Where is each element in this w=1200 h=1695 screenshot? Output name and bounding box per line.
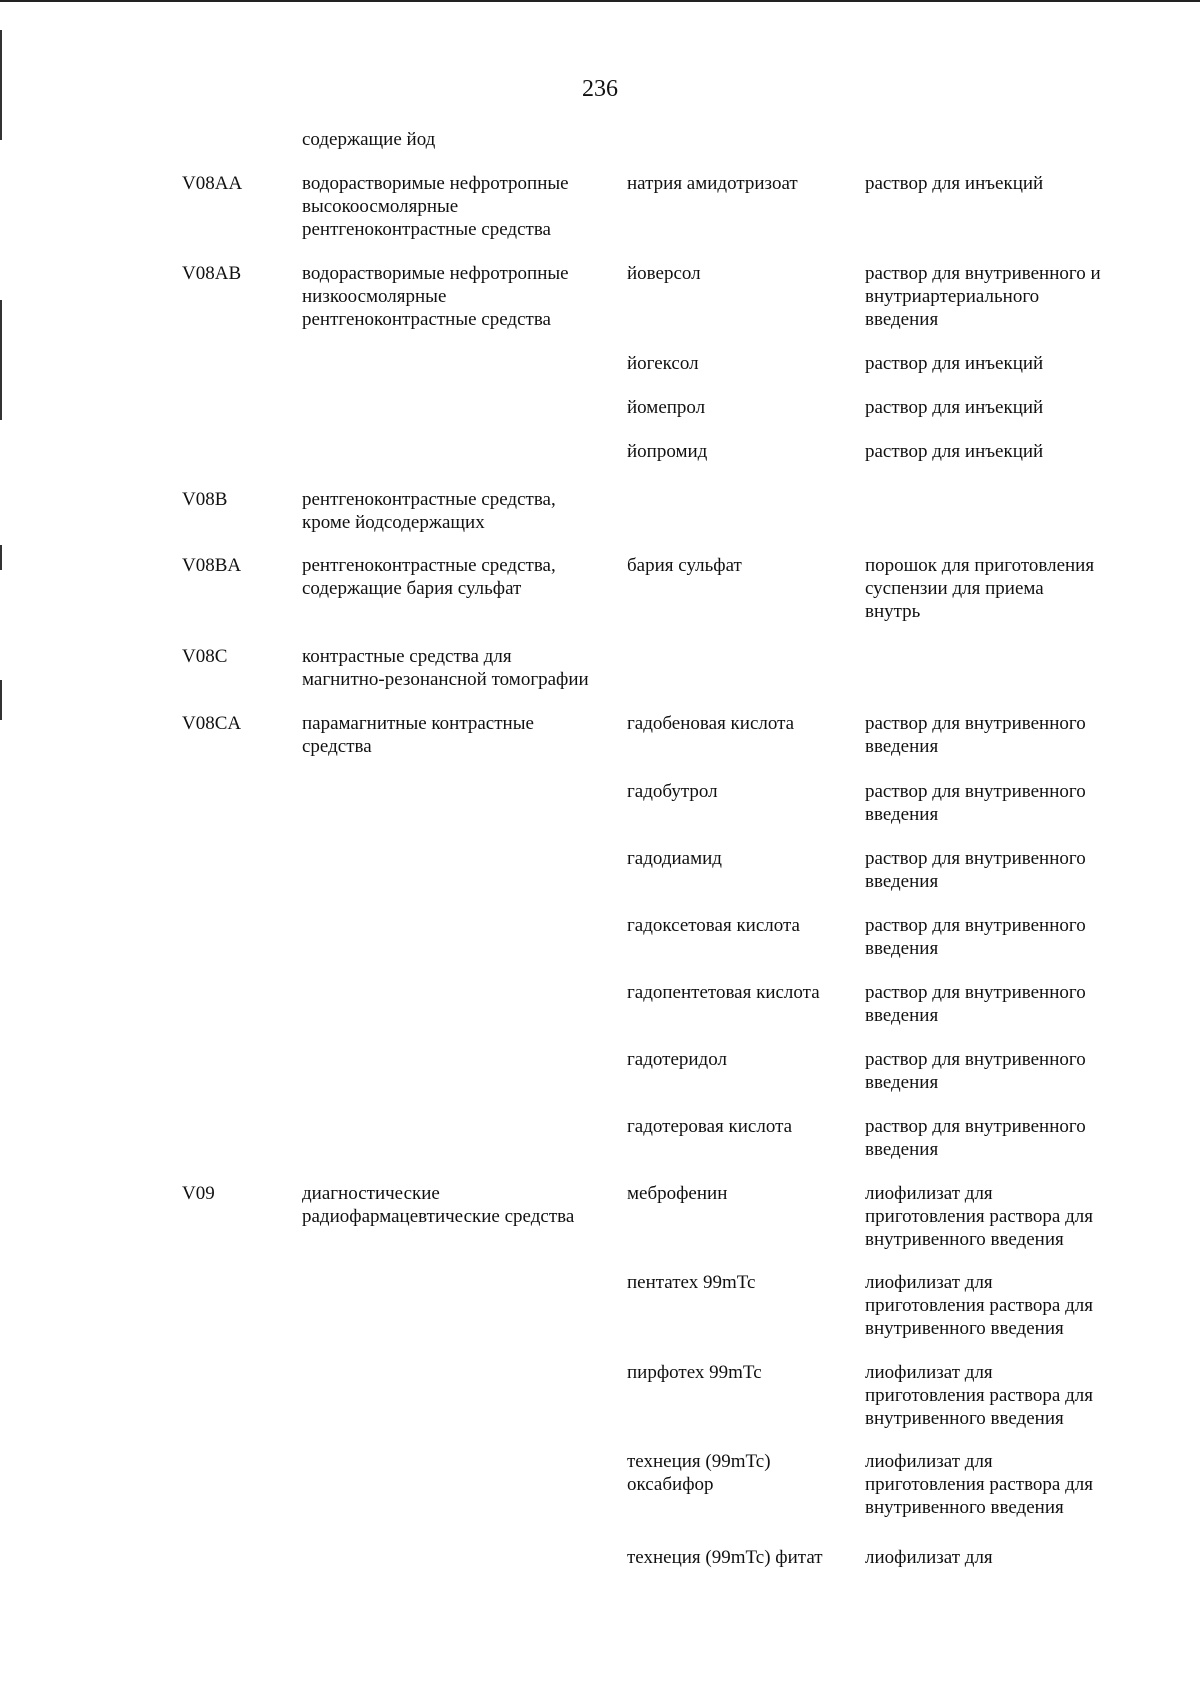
drug-name: бария сульфат [627,555,742,576]
anatomical-group: содержащие йод [302,129,436,150]
anatomical-group: рентгеноконтрастные средства, кроме йодсодержащих [302,489,556,533]
dosage-form: раствор для внутривенного введения [865,781,1086,825]
dosage-form: порошок для приготовления суспензии для приема внутрь [865,555,1095,622]
atc-code: V08AB [182,263,242,284]
atc-code: V09 [182,1183,215,1204]
drug-name: йогексол [627,353,699,374]
page-number: 236 [582,76,618,102]
drug-name: йомепрол [627,397,706,418]
dosage-form: лиофилизат для приготовления раствора для внутривенного введения [865,1183,1093,1250]
dosage-form: лиофилизат для [865,1547,993,1568]
anatomical-group: контрастные средства для магнитно-резонансной томографии [302,646,589,690]
drug-name: йоверсол [627,263,701,284]
dosage-form: раствор для внутривенного введения [865,915,1086,959]
dosage-form: раствор для инъекций [865,353,1044,374]
drug-name: меброфенин [627,1183,728,1204]
atc-code: V08BA [182,555,242,576]
drug-name: пентатех 99mTc [627,1272,756,1293]
anatomical-group: рентгеноконтрастные средства, содержащие бария сульфат [302,555,556,599]
anatomical-group: водорастворимые нефротропные низкоосмолярные рентгеноконтрастные средства [302,263,569,330]
dosage-form: раствор для инъекций [865,397,1044,418]
drug-name: пирфотех 99mTc [627,1362,762,1383]
dosage-form: лиофилизат для приготовления раствора для внутривенного введения [865,1272,1093,1339]
anatomical-group: парамагнитные контрастные средства [302,713,534,757]
dosage-form: раствор для внутривенного введения [865,1049,1086,1093]
anatomical-group: диагностические радиофармацевтические средства [302,1183,575,1227]
dosage-form: раствор для инъекций [865,173,1044,194]
atc-code: V08C [182,646,228,667]
dosage-form: раствор для внутривенного и внутриартериального введения [865,263,1101,330]
atc-code: V08B [182,489,228,510]
scan-left-mark [0,300,2,420]
dosage-form: лиофилизат для приготовления раствора для внутривенного введения [865,1451,1093,1518]
dosage-form: раствор для внутривенного введения [865,1116,1086,1160]
anatomical-group: водорастворимые нефротропные высокоосмолярные рентгеноконтрастные средства [302,173,569,240]
scan-left-mark [0,545,2,570]
dosage-form: лиофилизат для приготовления раствора для внутривенного введения [865,1362,1093,1429]
scan-top-edge [0,0,1200,2]
drug-name: гадобутрол [627,781,718,802]
dosage-form: раствор для внутривенного введения [865,713,1086,757]
drug-name: натрия амидотризоат [627,173,798,194]
drug-name: технеция (99mTc) оксабифор [627,1451,771,1495]
scan-left-mark [0,680,2,720]
drug-name: йопромид [627,441,708,462]
drug-name: гадотеровая кислота [627,1116,793,1137]
drug-name: гадоксетовая кислота [627,915,800,936]
dosage-form: раствор для инъекций [865,441,1044,462]
drug-name: гадобеновая кислота [627,713,795,734]
atc-code: V08AA [182,173,243,194]
drug-name: технеция (99mTc) фитат [627,1547,823,1568]
dosage-form: раствор для внутривенного введения [865,982,1086,1026]
drug-name: гадотеридол [627,1049,727,1070]
drug-name: гадопентетовая кислота [627,982,820,1003]
drug-name: гадодиамид [627,848,722,869]
dosage-form: раствор для внутривенного введения [865,848,1086,892]
atc-code: V08CA [182,713,242,734]
